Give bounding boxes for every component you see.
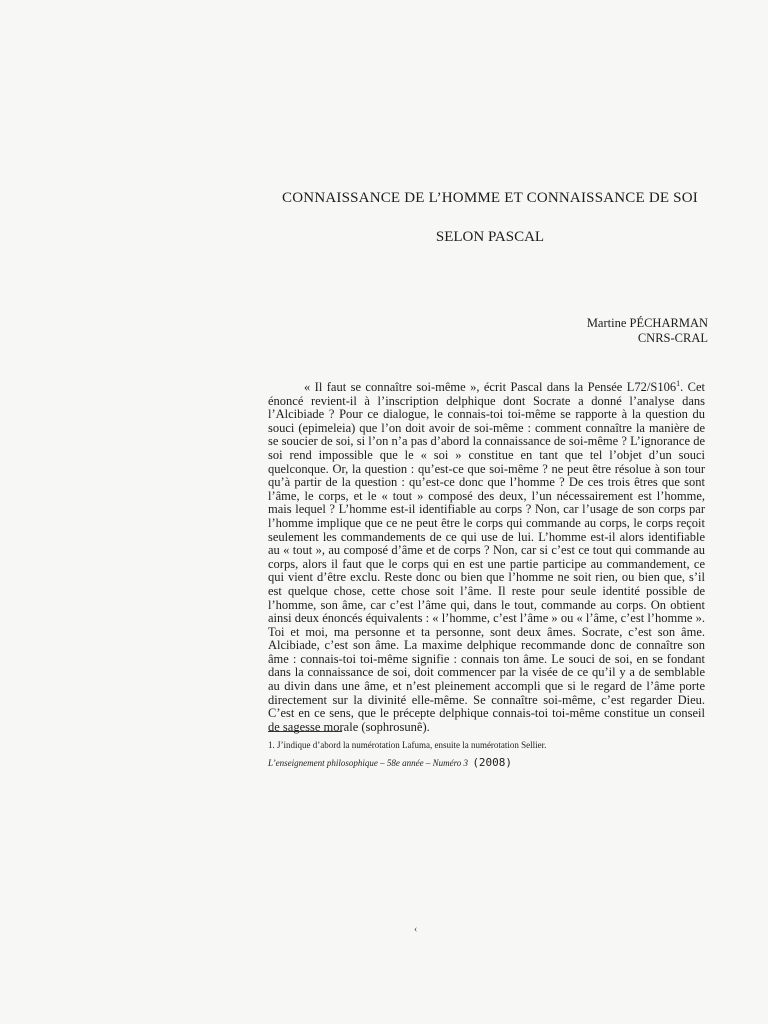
journal-reference: L’enseignement philosophique – 58e année – Numéro 3 bbox=[268, 758, 469, 768]
author-block bbox=[587, 316, 708, 346]
author-name: Martine PÉCHARMAN bbox=[586, 316, 708, 330]
article-subtitle: SELON PASCAL bbox=[435, 229, 545, 245]
stray-mark: ‹ bbox=[414, 924, 418, 935]
footnote-divider bbox=[268, 731, 342, 732]
footnote-reference: 1 bbox=[676, 378, 681, 388]
body-paragraph bbox=[268, 378, 706, 734]
paragraph-lead: « Il faut se connaître soi-même », écrit Pascal dans la Pensée L72/S106 bbox=[304, 380, 677, 394]
page-footer bbox=[268, 757, 512, 769]
paragraph-text: . Cet énoncé revient-il à l’inscription delphique dont Socrate a donné l’analyse dans l’Alcibiade ? Pour ce dialogue, le connais-toi toi-même se rapporte à la question du souci (epimeleia) que l’on doit avoir de soi-même : comment connaître la manière de se soucier de soi, si l’on n’a pas d’abord la connaissance de soi-même ? L’ignorance de soi rend impossible que le « soi » constitue en tant que tel l’objet d’un souci quelconque. Or, la question : qu’est-ce que soi-même ? ne peut être résolue à son tour qu’à partir de la question : qu’est-ce donc que l’homme ? De ces trois êtres que sont l’âme, le corps, et le « tout » composé des deux, l’un nécessairement est l’homme, mais lequel ? L’homme est-il identifiable au corps ? Non, car l’usage de son corps par l’homme implique que ce ne peut être le corps qui commande au corps, le corps reçoit seulement les commandements de ce qui use de lui. L’homme est-il alors identifiable au « tout », au composé d’âme et de corps ? Non, car si c’est ce tout qui commande au corps, alors il faut que le corps qui en est une partie participe au commandement, ce qui vient d’être exclu. Reste donc ou bien que l’homme ne soit rien, ou bien que, s’il est quelque chose, cette chose soit l’âme. Il reste pour seule identité possible de l’homme, son âme, car c’est l’âme qui, dans le tout, commande au corps. On obtient ainsi deux énoncés équivalents : « l’homme, c’est l’âme » ou « l’âme, c’est l’homme ». Toi et moi, ma personne et ta personne, sont deux âmes. Socrate, c’est son âme. Alcibiade, c’est son âme. La maxime delphique recommande donc de connaître son âme : connais-toi toi-même signifie : connais ton âme. Le souci de soi, en se fondant dans la connaissance de soi, doit commencer par la visée de ce qu’il y a de semblable au divin dans une âme, et n’est pleinement accompli que si le regard de l’âme porte directement sur la divinité elle-même. Se connaître soi-même, c’est regarder Dieu. C’est en ce sens, que le précepte delphique connais-toi toi-même constitue un conseil de sagesse morale (sophrosunê). bbox=[268, 380, 706, 734]
body-text bbox=[268, 378, 706, 734]
article-title: CONNAISSANCE DE L’HOMME ET CONNAISSANCE DE SOI bbox=[282, 190, 698, 206]
handwritten-year: (2008) bbox=[472, 756, 513, 769]
author-affiliation: CNRS-CRAL bbox=[637, 331, 708, 345]
footnote: 1. J’indique d’abord la numérotation Lafuma, ensuite la numérotation Sellier. bbox=[268, 740, 547, 750]
